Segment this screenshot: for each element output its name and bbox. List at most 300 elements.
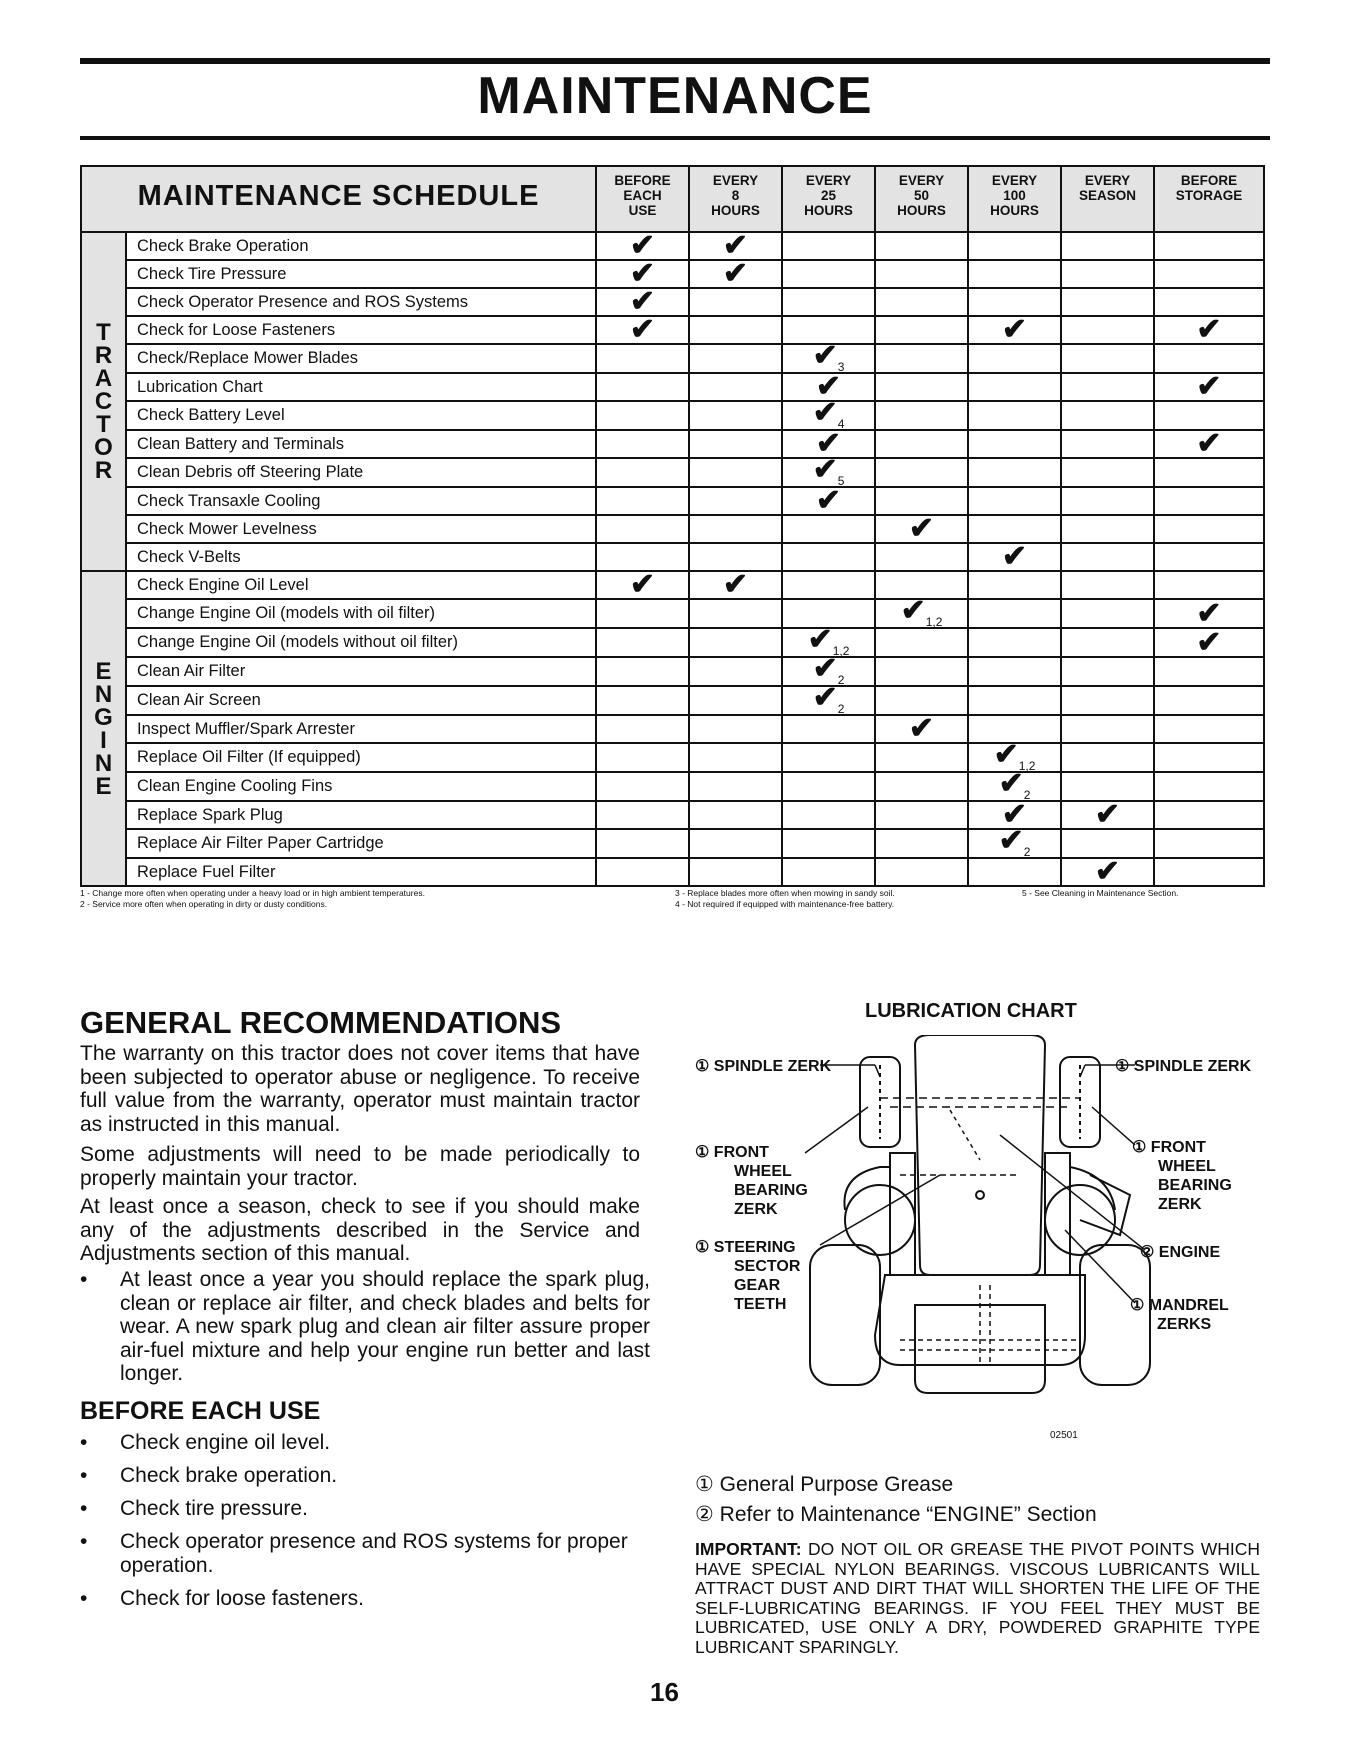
before-use-item-text: Check engine oil level. (120, 1431, 331, 1454)
empty-cell (875, 288, 968, 316)
empty-cell (782, 571, 875, 599)
empty-cell (1154, 772, 1264, 801)
footnote-ref: 2 (837, 673, 845, 687)
empty-cell (1154, 543, 1264, 571)
check-mark-cell (689, 229, 782, 262)
empty-cell (1154, 288, 1264, 316)
task-name: Check Operator Presence and ROS Systems (126, 288, 596, 316)
empty-cell (596, 430, 689, 458)
schedule-row (81, 232, 1264, 260)
maintenance-schedule-table (80, 165, 1265, 887)
schedule-row (81, 401, 1264, 430)
footnote-ref: 1,2 (832, 644, 850, 658)
before-use-item-text: Check brake operation. (120, 1464, 338, 1487)
check-icon: ✔ (998, 767, 1024, 800)
important-label: IMPORTANT: (695, 1539, 802, 1559)
empty-cell (689, 543, 782, 571)
label-line: GEAR (734, 1277, 781, 1294)
task-name: Replace Air Filter Paper Cartridge (126, 829, 596, 858)
empty-cell (968, 515, 1061, 543)
empty-cell (596, 858, 689, 886)
empty-cell (1061, 288, 1154, 316)
check-icon: ✔ (629, 568, 656, 601)
footnote-2: 2 - Service more often when operating in dirty or dusty conditions. (80, 899, 328, 909)
page-title: MAINTENANCE (477, 67, 873, 125)
check-mark-cell (596, 568, 689, 601)
empty-cell (1061, 628, 1154, 657)
check-mark-cell (596, 313, 689, 346)
title-rule (80, 136, 1270, 140)
check-mark-cell (875, 512, 968, 545)
empty-cell (1154, 515, 1264, 543)
empty-cell (1061, 829, 1154, 858)
task-name: Replace Oil Filter (If equipped) (126, 743, 596, 772)
empty-cell (689, 373, 782, 401)
empty-cell (782, 260, 875, 288)
column-header: EVERY SEASON (1061, 166, 1154, 232)
empty-cell (782, 288, 875, 316)
bullet-dot: • (80, 1497, 88, 1520)
empty-cell (596, 599, 689, 628)
check-mark-cell (968, 824, 1061, 859)
general-recommendations-heading: GENERAL RECOMMENDATIONS (80, 1005, 562, 1040)
empty-cell (968, 599, 1061, 628)
empty-cell (689, 772, 782, 801)
check-mark-cell (1154, 596, 1264, 630)
legend-refer-engine: ② Refer to Maintenance “ENGINE” Section (695, 1503, 1097, 1526)
empty-cell (689, 829, 782, 858)
footnote-ref: 1,2 (925, 615, 943, 629)
check-mark-cell (782, 396, 875, 431)
schedule-row (81, 373, 1264, 401)
label-line: ① FRONT (695, 1144, 769, 1161)
column-header: BEFORE STORAGE (1154, 166, 1264, 232)
check-mark-cell (596, 229, 689, 262)
check-icon: ✔ (815, 370, 842, 403)
schedule-row (81, 430, 1264, 458)
empty-cell (596, 715, 689, 743)
important-text: DO NOT OIL OR GREASE THE PIVOT POINTS WHICH HAVE SPECIAL NYLON BEARINGS. VISCOUS LUBRICANTS WILL ATTRACT DUST AND DIRT THAT WILL SHORTEN THE LIFE OF THE SELF-LUBRICATING BEARINGS. IF YOU FEEL THEY MUST BE LUBRICATED, USE ONLY A DRY, POWDERED GRAPHITE TYPE LUBRICANT SPARINGLY. (695, 1539, 1260, 1657)
empty-cell (875, 232, 968, 260)
check-icon: ✔ (1001, 798, 1028, 831)
empty-cell (1061, 743, 1154, 772)
check-mark-cell (782, 453, 875, 488)
check-icon: ✔ (993, 738, 1019, 771)
empty-cell (782, 858, 875, 886)
front-wheel-bearing-right-label (1132, 1139, 1232, 1213)
schedule-row (81, 858, 1264, 886)
section-label-tractor: T R A C T O R (81, 232, 126, 571)
empty-cell (1154, 801, 1264, 829)
check-mark-cell (689, 568, 782, 601)
empty-cell (875, 373, 968, 401)
empty-cell (596, 458, 689, 487)
task-name: Check Engine Oil Level (126, 571, 596, 599)
empty-cell (1061, 232, 1154, 260)
empty-cell (782, 232, 875, 260)
empty-cell (1061, 657, 1154, 686)
lubrication-diagram (690, 1035, 1260, 1475)
empty-cell (1154, 571, 1264, 599)
column-header: EVERY 8 HOURS (689, 166, 782, 232)
check-icon: ✔ (1001, 313, 1028, 346)
bullet-dot: • (80, 1268, 88, 1291)
empty-cell (1154, 743, 1264, 772)
empty-cell (596, 801, 689, 829)
empty-cell (875, 401, 968, 430)
front-wheel-bearing-left-label (695, 1144, 808, 1218)
task-name: Check Tire Pressure (126, 260, 596, 288)
empty-cell (782, 829, 875, 858)
empty-cell (1061, 772, 1154, 801)
task-name: Change Engine Oil (models with oil filter) (126, 599, 596, 628)
schedule-body (81, 229, 1264, 888)
empty-cell (689, 458, 782, 487)
empty-cell (596, 487, 689, 515)
check-icon: ✔ (812, 396, 838, 429)
empty-cell (968, 458, 1061, 487)
check-mark-cell (596, 257, 689, 290)
schedule-row (81, 801, 1264, 829)
footnote-ref: 2 (1023, 788, 1031, 802)
task-name: Clean Debris off Steering Plate (126, 458, 596, 487)
empty-cell (689, 715, 782, 743)
empty-cell (968, 430, 1061, 458)
check-icon: ✔ (629, 229, 656, 262)
bullet-dot: • (80, 1464, 88, 1487)
task-name: Check/Replace Mower Blades (126, 344, 596, 373)
before-use-item-text: Check operator presence and ROS systems for proper operation. (120, 1530, 628, 1577)
empty-cell (1154, 344, 1264, 373)
check-mark-cell (782, 484, 875, 517)
empty-cell (875, 487, 968, 515)
check-icon: ✔ (998, 824, 1024, 857)
schedule-row (81, 487, 1264, 515)
label-line: ZERK (734, 1201, 778, 1218)
check-icon: ✔ (722, 229, 749, 262)
task-name: Check for Loose Fasteners (126, 316, 596, 344)
empty-cell (1061, 487, 1154, 515)
empty-cell (689, 515, 782, 543)
spindle-zerk-left-label: ① SPINDLE ZERK (695, 1058, 832, 1075)
warranty-paragraph: The warranty on this tractor does not cover items that have been subjected to operator abuse or negligence. To receive full value from the warranty, operator must maintain tractor as instructed in this manual. (80, 1042, 640, 1136)
empty-cell (968, 232, 1061, 260)
empty-cell (1154, 686, 1264, 715)
label-line: ZERK (1158, 1196, 1202, 1213)
check-icon: ✔ (812, 652, 838, 685)
schedule-row (81, 657, 1264, 686)
check-icon: ✔ (1196, 596, 1222, 630)
empty-cell (875, 829, 968, 858)
empty-cell (1061, 401, 1154, 430)
column-header: EVERY 25 HOURS (782, 166, 875, 232)
schedule-row (81, 288, 1264, 316)
empty-cell (875, 858, 968, 886)
empty-cell (1154, 260, 1264, 288)
check-icon: ✔ (629, 313, 656, 346)
check-icon: ✔ (812, 453, 838, 486)
empty-cell (1154, 657, 1264, 686)
check-mark-cell (1154, 427, 1264, 460)
schedule-row (81, 628, 1264, 657)
season-paragraph: At least once a season, check to see if you should make any of the adjustments described in the Service and Adjustments section of this manual. (80, 1195, 640, 1265)
label-line: ① MANDREL (1130, 1297, 1229, 1314)
empty-cell (1154, 487, 1264, 515)
empty-cell (875, 628, 968, 657)
empty-cell (968, 686, 1061, 715)
footnote-ref: 3 (837, 360, 845, 374)
schedule-row (81, 458, 1264, 487)
label-line: WHEEL (734, 1163, 792, 1180)
schedule-row (81, 599, 1264, 628)
check-icon: ✔ (1196, 625, 1222, 659)
empty-cell (689, 858, 782, 886)
task-name: Inspect Muffler/Spark Arrester (126, 715, 596, 743)
empty-cell (689, 316, 782, 344)
label-line: ① STEERING (695, 1239, 796, 1256)
empty-cell (968, 858, 1061, 886)
empty-cell (689, 801, 782, 829)
empty-cell (875, 430, 968, 458)
yearly-service-text: At least once a year you should replace the spark plug, clean or replace air filter, and check blades and belts for wear. A new spark plug and clean air filter assure proper air-fuel mixture and help your engine run better and last longer. (120, 1268, 650, 1385)
label-line: BEARING (734, 1182, 808, 1199)
check-icon: ✔ (629, 285, 656, 318)
footnote-5: 5 - See Cleaning in Maintenance Section. (1022, 888, 1179, 898)
column-header: EVERY 100 HOURS (968, 166, 1061, 232)
footnote-ref: 4 (837, 417, 845, 431)
empty-cell (1061, 571, 1154, 599)
empty-cell (596, 515, 689, 543)
check-mark-cell (596, 285, 689, 318)
label-line: BEARING (1158, 1177, 1232, 1194)
bullet-dot: • (80, 1431, 88, 1454)
task-name: Clean Air Filter (126, 657, 596, 686)
empty-cell (689, 288, 782, 316)
empty-cell (875, 344, 968, 373)
check-icon: ✔ (908, 712, 935, 745)
check-icon: ✔ (908, 512, 935, 545)
empty-cell (1154, 401, 1264, 430)
top-rule (80, 58, 1270, 64)
task-name: Lubrication Chart (126, 373, 596, 401)
empty-cell (968, 657, 1061, 686)
empty-cell (875, 686, 968, 715)
empty-cell (1061, 373, 1154, 401)
empty-cell (596, 657, 689, 686)
empty-cell (1154, 829, 1264, 858)
empty-cell (1154, 458, 1264, 487)
check-icon: ✔ (812, 339, 838, 372)
bullet-dot: • (80, 1530, 88, 1553)
schedule-header-row (81, 166, 1264, 232)
check-icon: ✔ (1094, 855, 1121, 888)
empty-cell (596, 686, 689, 715)
empty-cell (1061, 430, 1154, 458)
spindle-zerk-right-label: ① SPINDLE ZERK (1115, 1058, 1252, 1075)
label-line: SECTOR (734, 1258, 801, 1275)
empty-cell (968, 401, 1061, 430)
check-icon: ✔ (722, 568, 749, 601)
empty-cell (782, 743, 875, 772)
important-note (695, 1540, 1260, 1657)
check-mark-cell (1154, 370, 1264, 403)
empty-cell (596, 344, 689, 373)
empty-cell (1061, 316, 1154, 344)
adjustments-paragraph: Some adjustments will need to be made periodically to properly maintain your tractor. (80, 1143, 640, 1190)
check-mark-cell (875, 712, 968, 745)
empty-cell (689, 628, 782, 657)
empty-cell (596, 829, 689, 858)
footnote-4: 4 - Not required if equipped with maintenance-free battery. (675, 899, 895, 909)
empty-cell (782, 801, 875, 829)
schedule-row (81, 743, 1264, 772)
check-mark-cell (782, 339, 875, 374)
schedule-row (81, 715, 1264, 743)
check-mark-cell (1154, 625, 1264, 659)
task-name: Check V-Belts (126, 543, 596, 571)
steering-sector-label (695, 1239, 801, 1313)
empty-cell (875, 458, 968, 487)
before-use-item-text: Check tire pressure. (120, 1497, 308, 1520)
footnote-ref: 5 (837, 474, 845, 488)
footnote-ref: 2 (837, 702, 845, 716)
check-icon: ✔ (629, 257, 656, 290)
empty-cell (782, 543, 875, 571)
task-name: Replace Spark Plug (126, 801, 596, 829)
task-name: Check Battery Level (126, 401, 596, 430)
empty-cell (596, 628, 689, 657)
mandrel-label (1130, 1297, 1229, 1333)
column-header: BEFORE EACH USE (596, 166, 689, 232)
check-mark-cell (1061, 855, 1154, 888)
label-line: ZERKS (1157, 1316, 1212, 1333)
check-mark-cell (968, 540, 1061, 573)
empty-cell (689, 487, 782, 515)
footnote-3: 3 - Replace blades more often when mowing in sandy soil. (675, 888, 895, 898)
bullet-dot: • (80, 1587, 88, 1610)
task-name: Clean Engine Cooling Fins (126, 772, 596, 801)
check-icon: ✔ (1094, 798, 1121, 831)
task-name: Check Mower Levelness (126, 515, 596, 543)
check-mark-cell (1154, 313, 1264, 346)
footnote-ref: 2 (1023, 845, 1031, 859)
empty-cell (1061, 260, 1154, 288)
label-line: TEETH (734, 1296, 787, 1313)
empty-cell (1154, 715, 1264, 743)
empty-cell (596, 373, 689, 401)
empty-cell (1061, 686, 1154, 715)
check-mark-cell (1061, 798, 1154, 831)
empty-cell (596, 401, 689, 430)
check-icon: ✔ (1196, 370, 1222, 403)
empty-cell (1061, 715, 1154, 743)
before-each-use-heading: BEFORE EACH USE (80, 1397, 321, 1425)
empty-cell (875, 743, 968, 772)
schedule-row (81, 686, 1264, 715)
empty-cell (875, 657, 968, 686)
empty-cell (1061, 344, 1154, 373)
empty-cell (968, 628, 1061, 657)
empty-cell (689, 430, 782, 458)
schedule-row (81, 344, 1264, 373)
empty-cell (968, 487, 1061, 515)
schedule-row (81, 515, 1264, 543)
empty-cell (1154, 232, 1264, 260)
column-header: EVERY 50 HOURS (875, 166, 968, 232)
label-line: ① FRONT (1132, 1139, 1206, 1156)
task-name: Clean Battery and Terminals (126, 430, 596, 458)
empty-cell (782, 715, 875, 743)
empty-cell (689, 401, 782, 430)
schedule-row (81, 316, 1264, 344)
schedule-row (81, 829, 1264, 858)
empty-cell (875, 772, 968, 801)
check-icon: ✔ (1001, 540, 1028, 573)
empty-cell (875, 260, 968, 288)
empty-cell (782, 772, 875, 801)
check-mark-cell (968, 767, 1061, 802)
check-icon: ✔ (815, 484, 842, 517)
empty-cell (968, 571, 1061, 599)
task-name: Change Engine Oil (models without oil filter) (126, 628, 596, 657)
empty-cell (1061, 515, 1154, 543)
check-mark-cell (968, 313, 1061, 346)
empty-cell (968, 373, 1061, 401)
lubrication-chart-heading: LUBRICATION CHART (865, 1000, 1077, 1022)
check-mark-cell (782, 681, 875, 716)
schedule-row (81, 772, 1264, 801)
empty-cell (875, 801, 968, 829)
check-mark-cell (689, 257, 782, 290)
empty-cell (596, 743, 689, 772)
before-use-item-text: Check for loose fasteners. (120, 1587, 364, 1610)
task-name: Check Transaxle Cooling (126, 487, 596, 515)
empty-cell (1061, 543, 1154, 571)
check-icon: ✔ (812, 681, 838, 714)
task-name: Check Brake Operation (126, 232, 596, 260)
check-icon: ✔ (1196, 427, 1222, 460)
footnote-ref: 1,2 (1018, 759, 1036, 773)
empty-cell (689, 344, 782, 373)
schedule-row (81, 571, 1264, 599)
empty-cell (689, 743, 782, 772)
check-mark-cell (875, 594, 968, 629)
empty-cell (968, 344, 1061, 373)
schedule-heading: MAINTENANCE SCHEDULE (81, 166, 596, 232)
empty-cell (689, 657, 782, 686)
check-icon: ✔ (900, 594, 926, 627)
empty-cell (1061, 458, 1154, 487)
check-icon: ✔ (807, 623, 833, 656)
empty-cell (689, 686, 782, 715)
check-icon: ✔ (815, 427, 842, 460)
task-name: Clean Air Screen (126, 686, 596, 715)
diagram-code: 02501 (1050, 1430, 1078, 1441)
empty-cell (968, 260, 1061, 288)
empty-cell (1154, 858, 1264, 886)
empty-cell (596, 772, 689, 801)
section-label-engine: E N G I N E (81, 571, 126, 886)
empty-cell (1061, 599, 1154, 628)
check-icon: ✔ (722, 257, 749, 290)
page-number: 16 (650, 1677, 679, 1707)
label-line: WHEEL (1158, 1158, 1216, 1175)
empty-cell (968, 288, 1061, 316)
task-name: Replace Fuel Filter (126, 858, 596, 886)
empty-cell (875, 543, 968, 571)
tractor-outline (805, 1035, 1150, 1393)
empty-cell (596, 543, 689, 571)
